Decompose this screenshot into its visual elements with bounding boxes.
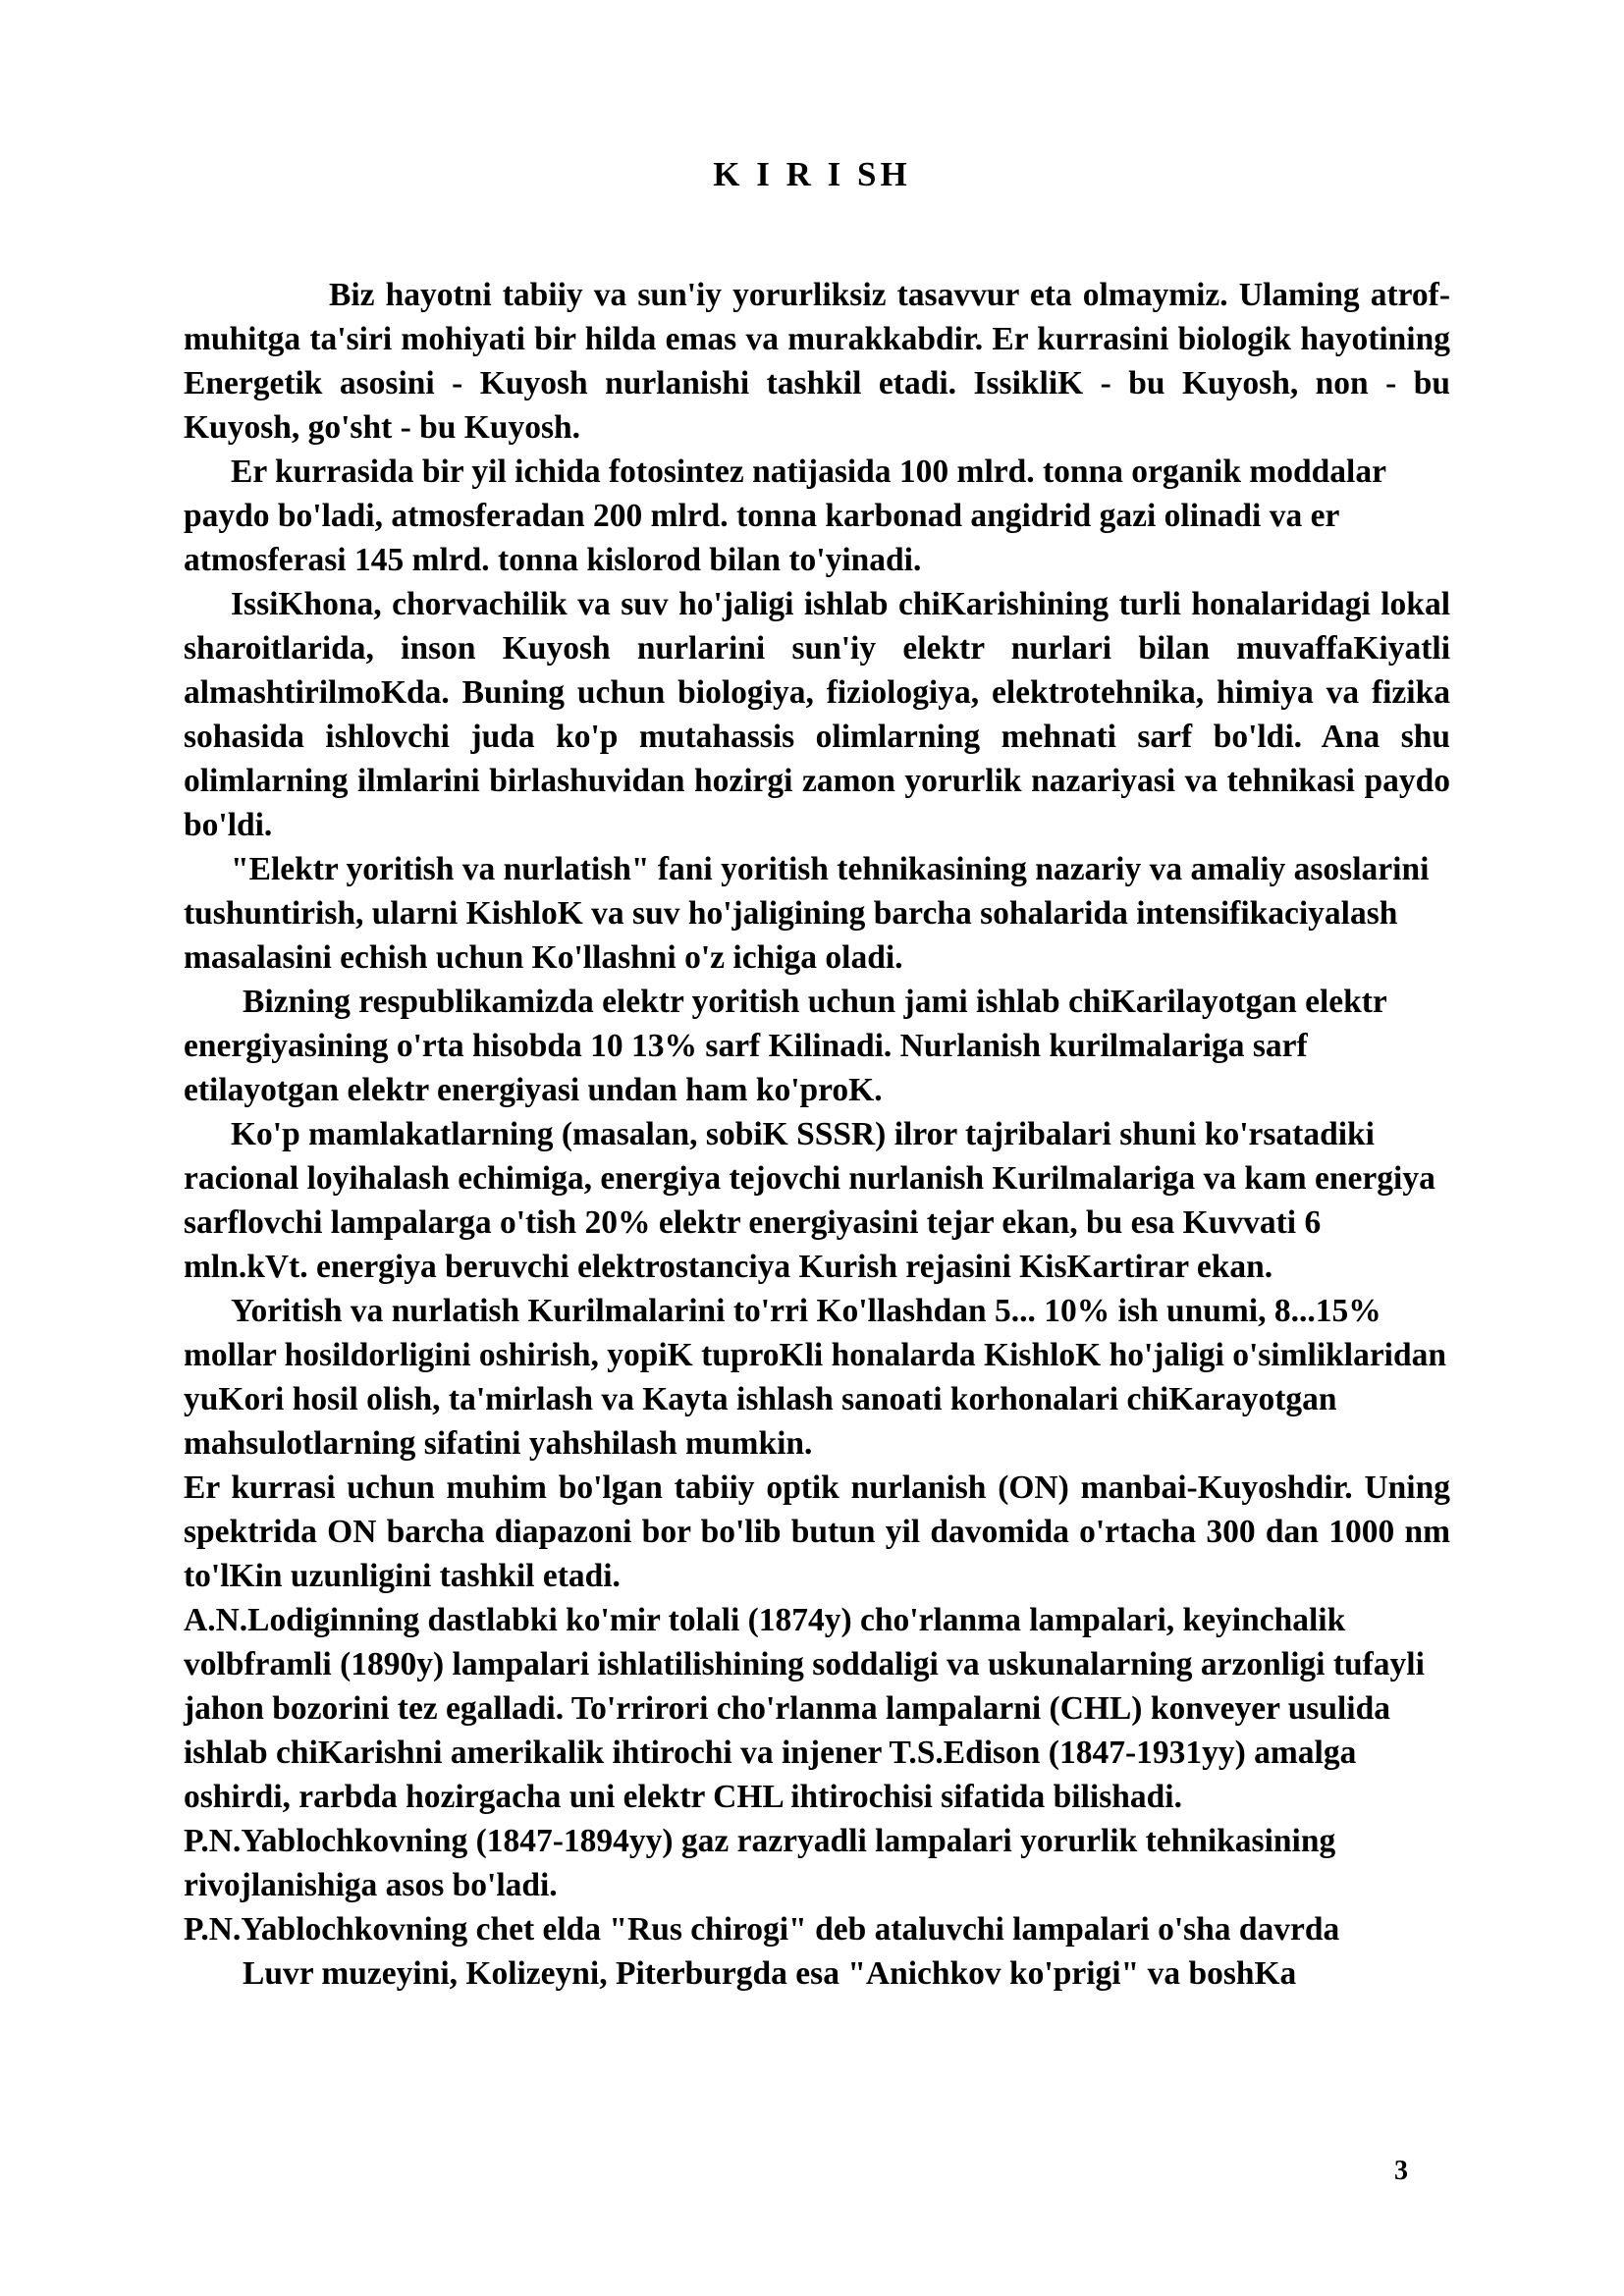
paragraph: Er kurrasi uchun muhim bo'lgan tabiiy optik nurlanish (ON) manbai-Kuyoshdir. Uning spektrida ON barcha diapazoni bor bo'lib butun yil davomida o'rtacha 300 dan 1000 nm to'lKin uzunligini tashkil etadi.: [184, 1469, 1450, 1594]
paragraph: Bizning respublikamizda elektr yoritish uchun jami ishlab chiKarilayotgan elektr energiyasining o'rta hisobda 10 13% sarf Kilinadi. Nurlanish kurilmalariga sarf etilayotgan elektr energiyasi undan ham ko'proK.: [184, 984, 1387, 1108]
paragraph: P.N.Yablochkovning chet elda "Rus chirogi" deb ataluvchi lampalari o'sha davrda: [184, 1911, 1340, 1948]
paragraph: Biz hayotni tabiiy va sun'iy yorurliksiz tasavvur eta olmaymiz. Ulaming atrof-muhitga ta'siri mohiyati bir hilda emas va murakkabdir. Er kurrasini biologik hayotining Energetik asosini - Kuyosh nurlanishi tashkil etadi. IssikliK - bu Kuyosh, non - bu Kuyosh, go'sht - bu Kuyosh.: [184, 277, 1450, 446]
paragraph: Er kurrasida bir yil ichida fotosintez natijasida 100 mlrd. tonna organik moddalar paydo bo'ladi, atmosferadan 200 mlrd. tonna karbonad angidrid gazi olinadi va er atmosferasi 145 mlrd. tonna kislorod bilan to'yinadi.: [184, 454, 1386, 578]
paragraph: "Elektr yoritish va nurlatish" fani yoritish tehnikasining nazariy va amaliy asoslarini tushuntirish, ularni KishloK va suv ho'jaligining barcha sohalarida intensifikaciyalash masalasini echish uchun Ko'llashni o'z ichiga oladi.: [184, 851, 1430, 976]
paragraph: Ko'p mamlakatlarning (masalan, sobiK SSSR) ilror tajribalari shuni ko'rsatadiki racional loyihalash echimiga, energiya tejovchi nurlanish Kurilmalariga va kam energiya sarflovchi lampalarga o'tish 20% elektr energiyasini tejar ekan, bu esa Kuvvati 6 mln.kVt. energiya beruvchi elektrostanciya Kurish rejasini KisKartirar ekan.: [184, 1116, 1435, 1285]
page-title: K I R I SH: [713, 155, 911, 193]
paragraph: IssiKhona, chorvachilik va suv ho'jaligi ishlab chiKarishining turli honalaridagi lokal sharoitlarida, inson Kuyosh nurlarini sun'iy elektr nurlari bilan muvaffaKiyatli almashtirilmoKda. Buning uchun biologiya, fiziologiya, elektrotehnika, himiya va fizika sohasida ishlovchi juda ko'p mutahassis olimlarning mehnati sarf bo'ldi. Ana shu olimlarning ilmlarini birlashuvidan hozirgi zamon yorurlik nazariyasi va tehnikasi paydo bo'ldi.: [184, 586, 1450, 843]
page-number: 3: [1394, 2156, 1408, 2186]
body-text: [184, 273, 1450, 1996]
paragraph: Yoritish va nurlatish Kurilmalarini to'rri Ko'llashdan 5... 10% ish unumi, 8...15% mollar hosildorligini oshirish, yopiK tuproKli honalarda KishloK ho'jaligi o'simliklaridan yuKori hosil olish, ta'mirlash va Kayta ishlash sanoati korhonalari chiKarayotgan mahsulotlarning sifatini yahshilash mumkin.: [184, 1293, 1447, 1462]
paragraph: A.N.Lodiginning dastlabki ko'mir tolali (1874y) cho'rlanma lampalari, keyinchalik volbframli (1890y) lampalari ishlatilishining soddaligi va uskunalarning arzonligi tufayli jahon bozorini tez egalladi. To'rrirori cho'rlanma lampalarni (CHL) konveyer usulida ishlab chiKarishni amerikalik ihtirochi va injener T.S.Edison (1847-1931yy) amalga oshirdi, rarbda hozirgacha uni elektr CHL ihtirochisi sifatida bilishadi. P.N.Yablochkovning (1847-1894yy) gaz razryadli lampalari yorurlik tehnikasining rivojlanishiga asos bo'ladi.: [184, 1602, 1425, 1903]
paragraph: Luvr muzeyini, Kolizeyni, Piterburgda esa "Anichkov ko'prigi" va boshKa: [243, 1955, 1297, 1992]
